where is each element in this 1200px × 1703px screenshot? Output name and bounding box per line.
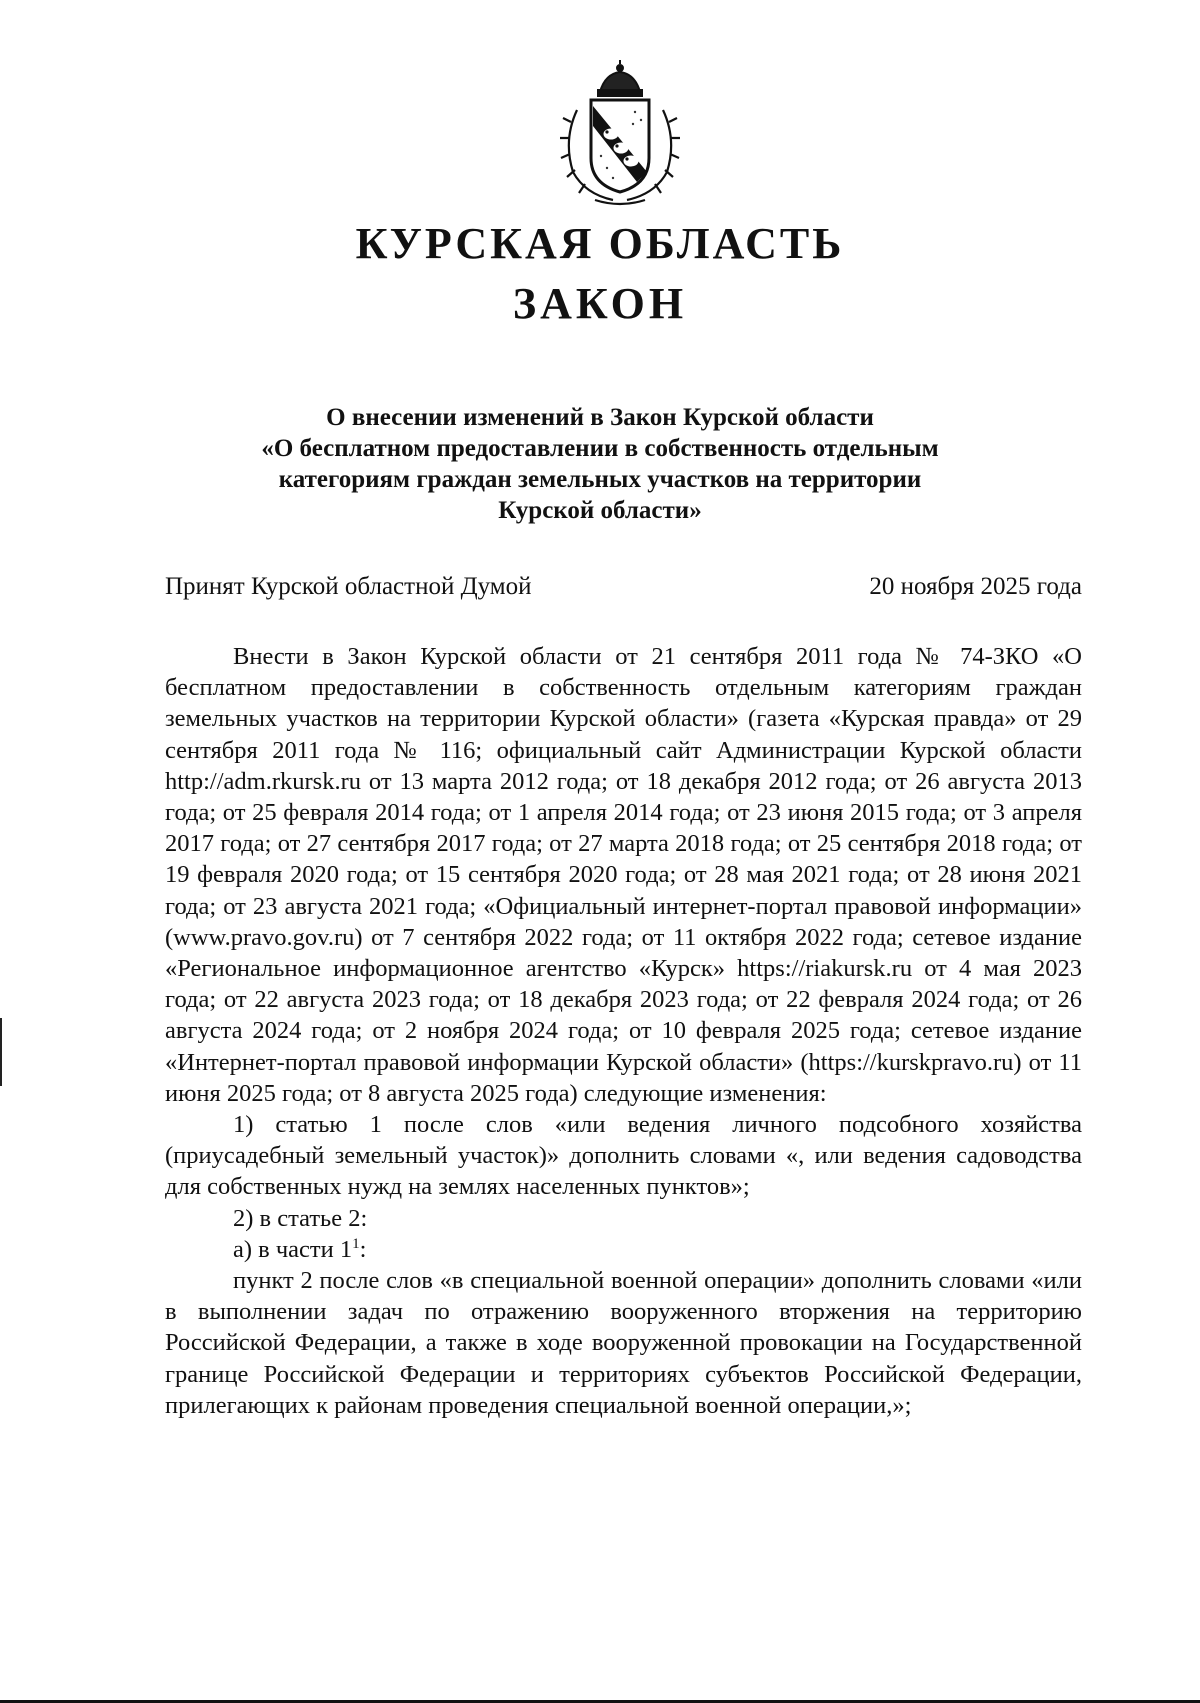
heading-line: категориям граждан земельных участков на территории [278,466,922,493]
superscript-index: 1 [352,1235,360,1252]
body-paragraph: 2) в статье 2: [233,1204,368,1232]
heading-line: Курской области» [498,497,702,524]
document-type-title: ЗАКОН [512,279,688,328]
scan-edge-mark [0,1018,2,1086]
heading-line: «О бесплатном предоставлении в собственность отдельным [261,435,939,462]
adopted-by: Принят Курской областной Думой [165,573,532,600]
adoption-line [165,573,1082,601]
body-paragraph: пункт 2 после слов «в специальной военной операции» дополнить словами «или в выполнении задач по отражению вооруженного вторжения на территорию Российской Федерации, а также в ходе вооруженной провокации на Государственной границе Российской Федерации и территориях субъектов Российской Федерации, прилегающих к районам проведения специальной военной операции,»; [165,1267,1082,1419]
law-heading [200,402,1000,526]
adoption-date: 20 ноября 2025 года [869,573,1082,600]
kursk-coat-of-arms-icon [555,60,685,210]
subparagraph-label: а) в части 1 [233,1235,353,1263]
body-paragraph: Внести в Закон Курской области от 21 сентября 2011 года № 74-ЗКО «О бесплатном предоставлении в собственность отдельным категориям граждан земельных участков на территории Курской области» (газета «Курская правда» от 29 сентября 2011 года № 116; официальный сайт Администрации Курской области http://adm.rkursk.ru от 13 марта 2012 года; от 18 декабря 2012 года; от 26 августа 2013 года; от 25 февраля 2014 года; от 1 апреля 2014 года; от 23 июня 2015 года; от 3 апреля 2017 года; от 27 сентября 2017 года; от 27 марта 2018 года; от 25 сентября 2018 года; от 19 февраля 2020 года; от 15 сентября 2020 года; от 28 мая 2021 года; от 28 июня 2021 года; от 23 августа 2021 года; «Официальный интернет-портал правовой информации» (www.pravo.gov.ru) от 7 сентября 2022 года; от 11 октября 2022 года; сетевое издание «Региональное информационное агентство «Курск» https://riakursk.ru от 4 мая 2023 года; от 22 августа 2023 года; от 18 декабря 2023 года; от 22 февраля 2024 года; от 26 августа 2024 года; от 2 ноября 2024 года; от 10 февраля 2025 года; сетевое издание «Интернет-портал правовой информации Курской области» (https://kurskpravo.ru) от 11 июня 2025 года; от 8 августа 2025 года) следующие изменения: [165,643,1082,1107]
subparagraph-colon: : [359,1235,367,1263]
body-paragraph [165,1234,1082,1265]
body-paragraph: 1) статью 1 после слов «или ведения личного подсобного хозяйства (приусадебный земельный участок)» дополнить словами «, или ведения садоводства для собственных нужд на землях населенных пунктов»; [165,1111,1082,1201]
law-body [165,641,1082,1421]
region-title: КУРСКАЯ ОБЛАСТЬ [355,219,845,268]
heading-line: О внесении изменений в Закон Курской области [326,404,874,431]
